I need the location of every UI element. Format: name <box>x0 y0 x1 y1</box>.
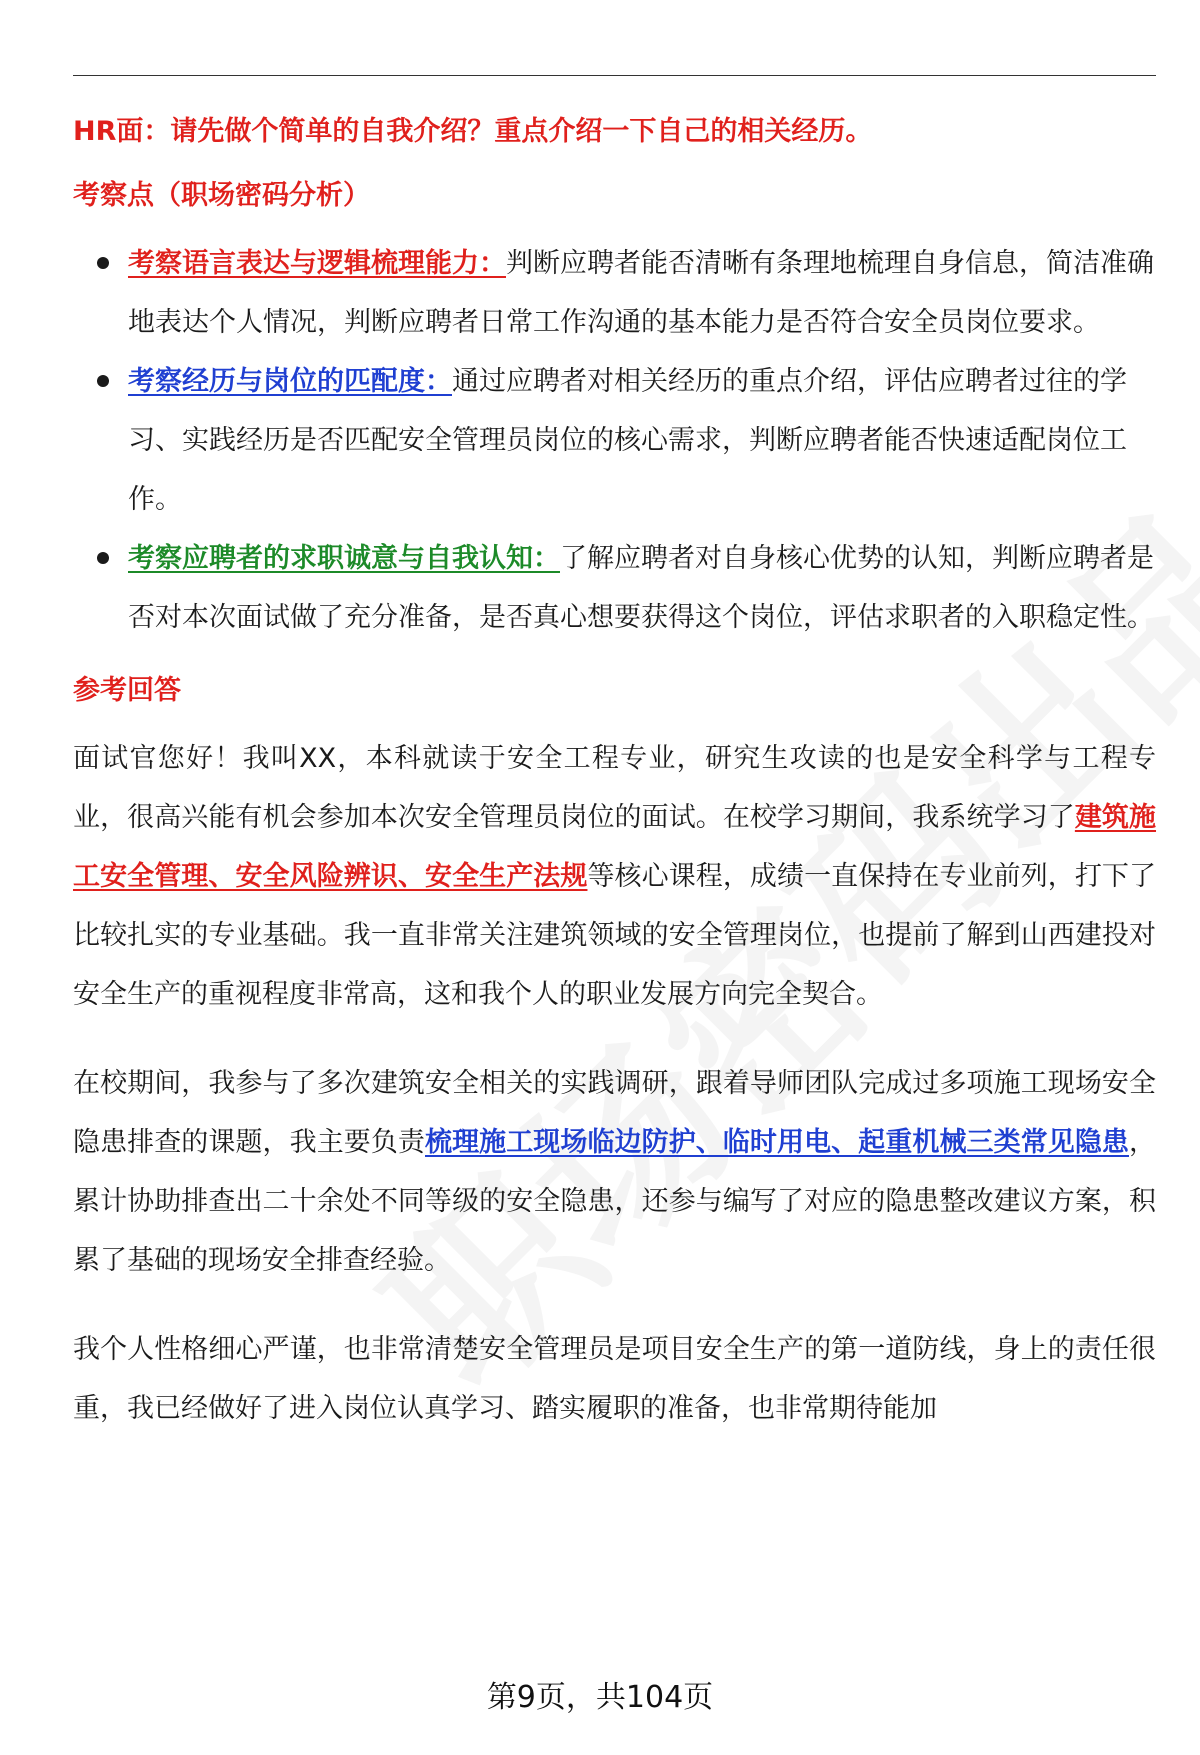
bullet-icon <box>97 257 109 269</box>
paragraph-text: 面试官您好！我叫XX，本科就读于安全工程专业，研究生攻读的也是安全科学与工程专业，很高兴能有机会参加本次安全管理员岗位的面试。在校学习期间，我系统学习了 <box>73 743 1156 833</box>
point-text: 判断应聘者能否清晰有条理地梳理自身信息，简洁准确地表达个人情况，判断应聘者日常工作沟通的基本能力是否符合安全员岗位要求。 <box>128 248 1154 338</box>
points-list <box>73 234 1156 647</box>
bullet-icon <box>97 552 109 564</box>
point-key: 考察经历与岗位的匹配度： <box>128 366 452 397</box>
answer-paragraph-3: 我个人性格细心严谨，也非常清楚安全管理员是项目安全生产的第一道防线，身上的责任很重，我已经做好了进入岗位认真学习、踏实履职的准备，也非常期待能加 <box>73 1334 1156 1424</box>
list-item <box>73 529 1156 647</box>
bullet-icon <box>97 375 109 387</box>
list-item <box>73 234 1156 352</box>
paragraph-text: ，累计协助排查出二十余处不同等级的安全隐患，还参与编写了对应的隐患整改建议方案，积累了基础的现场安全排查经验。 <box>73 1127 1156 1276</box>
interview-question: HR面：请先做个简单的自我介绍？重点介绍一下自己的相关经历。 <box>73 116 873 147</box>
point-key: 考察语言表达与逻辑梳理能力： <box>128 248 506 279</box>
paragraph-text: 在校期间，我参与了多次建筑安全相关的实践调研，跟着导师团队完成过多项施工现场安全隐患排查的课题，我主要负责 <box>73 1068 1156 1158</box>
point-key: 考察应聘者的求职诚意与自我认知： <box>128 543 560 574</box>
highlight-hazards: 梳理施工现场临边防护、临时用电、起重机械三类常见隐患 <box>425 1127 1129 1158</box>
highlight-courses: 建筑施工安全管理、安全风险辨识、安全生产法规 <box>73 802 1157 892</box>
point-text: 通过应聘者对相关经历的重点介绍，评估应聘者过往的学习、实践经历是否匹配安全管理员岗位的核心需求，判断应聘者能否快速适配岗位工作。 <box>128 366 1127 515</box>
point-text: 了解应聘者对自身核心优势的认知，判断应聘者是否对本次面试做了充分准备，是否真心想要获得这个岗位，评估求职者的入职稳定性。 <box>128 543 1154 633</box>
section-title-answer: 参考回答 <box>73 675 181 706</box>
header-rule <box>73 75 1156 76</box>
paragraph-text: 等核心课程，成绩一直保持在专业前列，打下了比较扎实的专业基础。我一直非常关注建筑领域的安全管理岗位，也提前了解到山西建投对安全生产的重视程度非常高，这和我个人的职业发展方向完全契合。 <box>73 861 1157 1010</box>
answer-paragraph-2 <box>73 1054 1156 1290</box>
section-title-points: 考察点（职场密码分析） <box>73 180 370 211</box>
list-item <box>73 352 1156 529</box>
page-content <box>73 110 1156 1468</box>
answer-paragraph-1 <box>73 729 1156 1024</box>
page-number: 第9页，共104页 <box>486 1680 714 1715</box>
